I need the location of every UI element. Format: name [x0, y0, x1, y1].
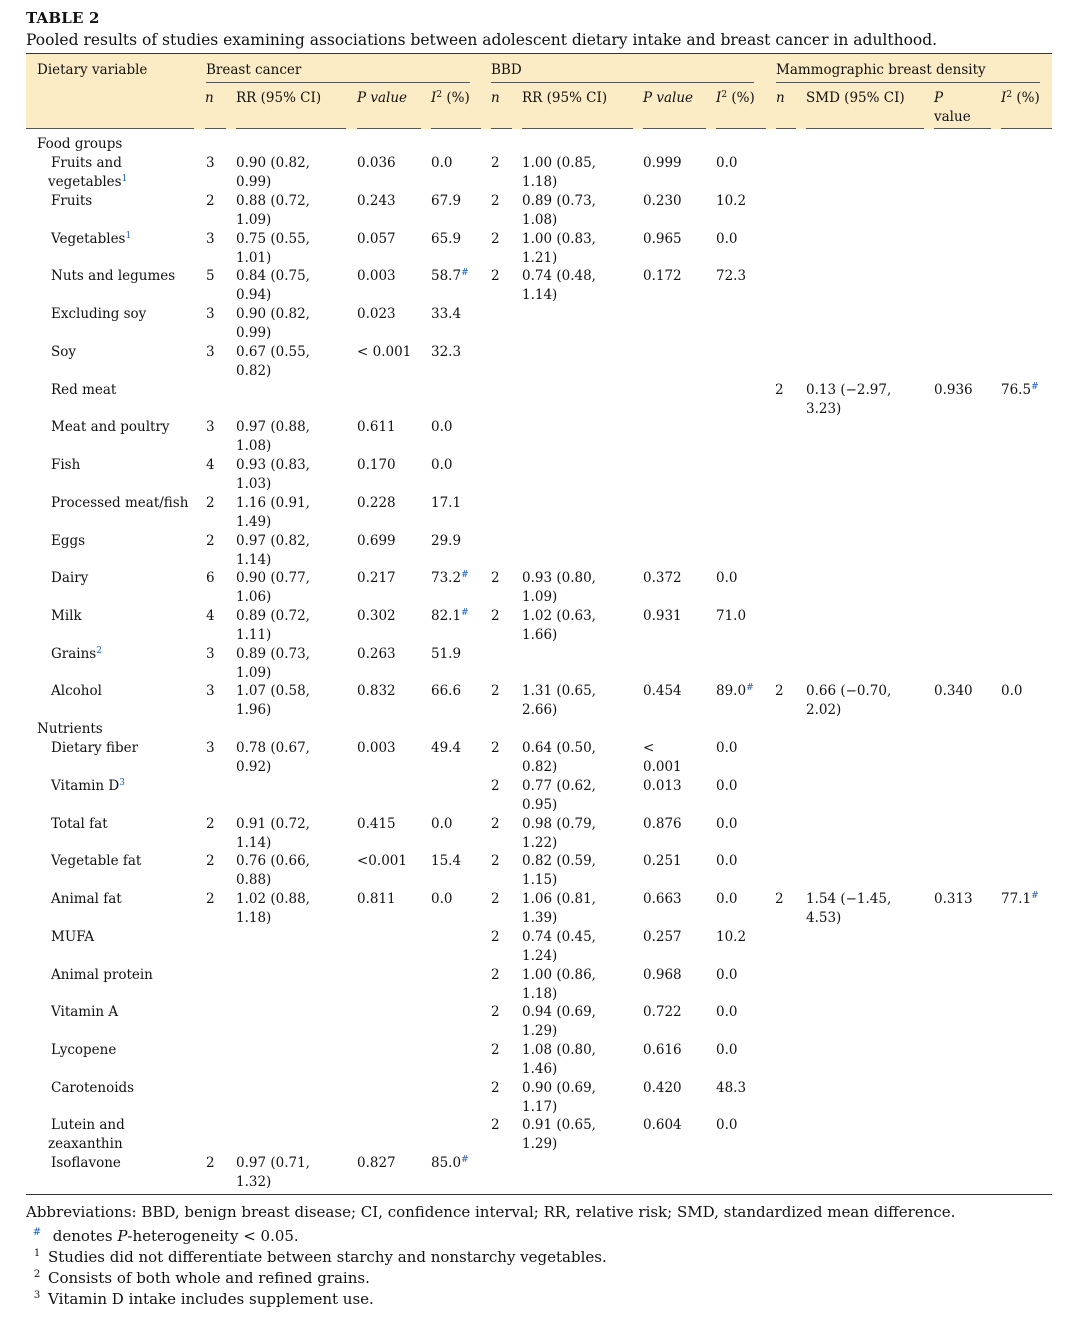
group-underline-bc — [206, 82, 470, 83]
cell-estimate: 1.00 (0.83, — [522, 231, 596, 247]
header-group-mbd: Mammographic breast density — [776, 62, 986, 78]
cell-p-value: 0.876 — [643, 816, 682, 832]
row-label: Milk — [51, 608, 82, 624]
cell-p-value: 0.230 — [643, 193, 682, 209]
row-label: Total fat — [51, 816, 108, 832]
cell-i2: 49.4 — [431, 740, 462, 756]
cell-n: 2 — [491, 193, 500, 209]
cell-i2: 0.0 — [431, 155, 453, 171]
cell-estimate: 2.02) — [806, 702, 842, 718]
cell-i2: 77.1# — [1001, 891, 1039, 907]
cell-estimate: 1.06 (0.81, — [522, 891, 596, 907]
cell-estimate: 0.91 (0.72, — [236, 816, 310, 832]
cell-p-value: 0.968 — [643, 967, 682, 983]
cell-estimate: 1.31 (0.65, — [522, 683, 596, 699]
abbreviations: Abbreviations: BBD, benign breast disease; CI, confidence interval; RR, relative risk; SMD, standardized mean difference. — [26, 1203, 956, 1221]
cell-i2: 0.0 — [716, 816, 738, 832]
row-label: Dietary fiber — [51, 740, 139, 756]
cell-estimate: 1.22) — [522, 835, 558, 851]
header-smd-mbd: SMD (95% CI) — [806, 90, 905, 106]
cell-estimate: 1.09) — [236, 212, 272, 228]
row-label: Red meat — [51, 382, 117, 398]
row-label: zeaxanthin — [48, 1136, 123, 1152]
cell-estimate: 0.77 (0.62, — [522, 778, 596, 794]
header-rr-bc: RR (95% CI) — [236, 90, 322, 106]
cell-p-value: 0.415 — [357, 816, 396, 832]
cell-i2: 0.0 — [716, 778, 738, 794]
cell-estimate: 0.76 (0.66, — [236, 853, 310, 869]
cell-estimate: 1.08) — [522, 212, 558, 228]
header-rule — [522, 128, 633, 129]
cell-estimate: 0.92) — [236, 759, 272, 775]
cell-estimate: 0.89 (0.72, — [236, 608, 310, 624]
cell-estimate: 1.18) — [522, 986, 558, 1002]
row-label: Grains$^2$ — [51, 646, 102, 662]
cell-estimate: 0.94) — [236, 287, 272, 303]
cell-i2: 85.0# — [431, 1155, 469, 1171]
cell-estimate: 0.98 (0.79, — [522, 816, 596, 832]
header-n-bc: n — [205, 90, 214, 106]
cell-estimate: 0.82) — [522, 759, 558, 775]
cell-estimate: 3.23) — [806, 401, 842, 417]
row-label: Fruits and — [51, 155, 122, 171]
header-i2-bc: $I^2$ (%) — [431, 90, 470, 106]
cell-p-value: 0.372 — [643, 570, 682, 586]
cell-estimate: 0.97 (0.71, — [236, 1155, 310, 1171]
cell-estimate: 0.95) — [522, 797, 558, 813]
cell-estimate: 1.01) — [236, 250, 272, 266]
cell-estimate: 1.24) — [522, 948, 558, 964]
cell-p-value: 0.832 — [357, 683, 396, 699]
cell-estimate: 0.90 (0.69, — [522, 1080, 596, 1096]
footnote-3: 3 Vitamin D intake includes supplement use. — [33, 1290, 374, 1308]
cell-estimate: 1.14) — [236, 552, 272, 568]
cell-p-value: 0.420 — [643, 1080, 682, 1096]
cell-i2: 71.0 — [716, 608, 747, 624]
cell-estimate: 1.96) — [236, 702, 272, 718]
cell-n: 3 — [206, 740, 215, 756]
cell-estimate: 4.53) — [806, 910, 842, 926]
cell-i2: 76.5# — [1001, 382, 1039, 398]
cell-i2: 15.4 — [431, 853, 462, 869]
cell-estimate: 1.17) — [522, 1099, 558, 1115]
row-label: Isoflavone — [51, 1155, 121, 1171]
header-pvalue-bbd: P value — [643, 90, 694, 106]
cell-estimate: 1.39) — [522, 910, 558, 926]
cell-p-value: 0.263 — [357, 646, 396, 662]
cell-estimate: 0.90 (0.77, — [236, 570, 310, 586]
row-label: Soy — [51, 344, 77, 360]
cell-p-value: 0.999 — [643, 155, 682, 171]
row-label: Alcohol — [51, 683, 102, 699]
table-caption: Pooled results of studies examining associations between adolescent dietary intake and breast cancer in adulthood. — [26, 31, 938, 49]
row-label: MUFA — [51, 929, 95, 945]
cell-n: 2 — [491, 1004, 500, 1020]
cell-n: 2 — [491, 155, 500, 171]
cell-estimate: 1.08 (0.80, — [522, 1042, 596, 1058]
cell-p-value: 0.243 — [357, 193, 396, 209]
cell-estimate: 0.89 (0.73, — [522, 193, 596, 209]
header-dietary-variable: Dietary variable — [37, 62, 148, 78]
cell-estimate: 0.94 (0.69, — [522, 1004, 596, 1020]
cell-p-value: 0.340 — [934, 683, 973, 699]
header-pvalue-bc: P value — [357, 90, 408, 106]
row-label: Eggs — [51, 533, 86, 549]
header-rule — [236, 128, 346, 129]
cell-p-value: 0.057 — [357, 231, 396, 247]
cell-p-value: 0.217 — [357, 570, 396, 586]
section-heading: Nutrients — [37, 721, 103, 737]
cell-i2: 10.2 — [716, 929, 747, 945]
cell-p-value: 0.931 — [643, 608, 682, 624]
cell-i2: 0.0 — [716, 1004, 738, 1020]
cell-estimate: 0.78 (0.67, — [236, 740, 310, 756]
cell-i2: 65.9 — [431, 231, 462, 247]
cell-n: 2 — [491, 268, 500, 284]
cell-n: 2 — [775, 382, 784, 398]
cell-p-value: 0.170 — [357, 457, 396, 473]
cell-i2: 0.0 — [431, 891, 453, 907]
header-p-mbd: P — [934, 90, 944, 106]
cell-p-value: <0.001 — [357, 853, 407, 869]
cell-n: 3 — [206, 231, 215, 247]
row-label: Carotenoids — [51, 1080, 135, 1096]
cell-estimate: 0.13 (−2.97, — [806, 382, 892, 398]
row-label: Animal fat — [51, 891, 122, 907]
cell-i2: 0.0 — [431, 457, 453, 473]
cell-p-value: 0.604 — [643, 1117, 682, 1133]
cell-n: 2 — [206, 1155, 215, 1171]
cell-estimate: 0.64 (0.50, — [522, 740, 596, 756]
cell-estimate: 0.74 (0.45, — [522, 929, 596, 945]
cell-p-value: 0.023 — [357, 306, 396, 322]
cell-estimate: 0.67 (0.55, — [236, 344, 310, 360]
row-label: Animal protein — [51, 967, 153, 983]
cell-estimate: 2.66) — [522, 702, 558, 718]
header-rule — [716, 128, 766, 129]
cell-i2: 66.6 — [431, 683, 462, 699]
header-group-breast-cancer: Breast cancer — [206, 62, 302, 78]
cell-estimate: 1.29) — [522, 1136, 558, 1152]
cell-estimate: 1.09) — [236, 665, 272, 681]
cell-p-value: 0.454 — [643, 683, 682, 699]
heterogeneity-mark: # — [1031, 382, 1039, 392]
cell-p-value: 0.001 — [643, 759, 682, 775]
cell-p-value: 0.611 — [357, 419, 396, 435]
cell-estimate: 0.89 (0.73, — [236, 646, 310, 662]
bottom-rule — [26, 1194, 1052, 1195]
cell-estimate: 1.29) — [522, 1023, 558, 1039]
cell-estimate: 0.88) — [236, 872, 272, 888]
cell-i2: 0.0 — [716, 1117, 738, 1133]
cell-n: 2 — [775, 683, 784, 699]
row-label: Dairy — [51, 570, 89, 586]
cell-i2: 0.0 — [431, 816, 453, 832]
cell-n: 2 — [491, 853, 500, 869]
cell-estimate: 0.90 (0.82, — [236, 155, 310, 171]
cell-n: 6 — [206, 570, 215, 586]
cell-i2: 82.1# — [431, 608, 469, 624]
cell-n: 4 — [206, 457, 215, 473]
row-label: Meat and poultry — [51, 419, 170, 435]
cell-i2: 0.0 — [716, 891, 738, 907]
cell-i2: 58.7# — [431, 268, 469, 284]
cell-n: 2 — [206, 853, 215, 869]
cell-estimate: 0.82 (0.59, — [522, 853, 596, 869]
cell-estimate: 1.06) — [236, 589, 272, 605]
footnote-hash: # denotes P-heterogeneity < 0.05. — [32, 1227, 299, 1245]
cell-estimate: 1.08) — [236, 438, 272, 454]
cell-estimate: 0.74 (0.48, — [522, 268, 596, 284]
cell-estimate: 1.49) — [236, 514, 272, 530]
row-label: Lutein and — [51, 1117, 125, 1133]
heterogeneity-mark: # — [1031, 891, 1039, 901]
cell-estimate: 1.00 (0.85, — [522, 155, 596, 171]
header-rule — [431, 128, 481, 129]
cell-n: 3 — [206, 646, 215, 662]
header-rule — [357, 128, 421, 129]
header-rule — [491, 128, 512, 129]
cell-p-value: 0.228 — [357, 495, 396, 511]
cell-n: 2 — [206, 891, 215, 907]
cell-estimate: 0.93 (0.83, — [236, 457, 310, 473]
cell-estimate: 1.02 (0.63, — [522, 608, 596, 624]
cell-estimate: 0.90 (0.82, — [236, 306, 310, 322]
cell-i2: 17.1 — [431, 495, 462, 511]
cell-i2: 0.0 — [716, 1042, 738, 1058]
cell-i2: 0.0 — [716, 740, 738, 756]
cell-i2: 67.9 — [431, 193, 462, 209]
cell-n: 2 — [491, 891, 500, 907]
row-label: Vitamin $D^3$ — [51, 778, 125, 794]
cell-estimate: 1.18) — [522, 174, 558, 190]
cell-p-value: < 0.001 — [357, 344, 412, 360]
cell-estimate: 0.91 (0.65, — [522, 1117, 596, 1133]
cell-p-value: 0.013 — [643, 778, 682, 794]
cell-estimate: 0.82) — [236, 363, 272, 379]
row-label: Lycopene — [51, 1042, 117, 1058]
cell-n: 5 — [206, 268, 215, 284]
cell-n: 2 — [491, 1042, 500, 1058]
cell-n: 2 — [491, 816, 500, 832]
cell-n: 3 — [206, 683, 215, 699]
row-label: Fish — [51, 457, 81, 473]
cell-n: 2 — [491, 967, 500, 983]
cell-estimate: 0.75 (0.55, — [236, 231, 310, 247]
cell-i2: 73.2# — [431, 570, 469, 586]
cell-p-value: 0.965 — [643, 231, 682, 247]
cell-p-value: 0.251 — [643, 853, 682, 869]
cell-n: 2 — [775, 891, 784, 907]
cell-n: 2 — [491, 778, 500, 794]
cell-n: 3 — [206, 344, 215, 360]
cell-p-value: 0.936 — [934, 382, 973, 398]
row-label: Vitamin A — [51, 1004, 119, 1020]
cell-estimate: 1.32) — [236, 1174, 272, 1190]
cell-n: 2 — [206, 495, 215, 511]
header-rr-bbd: RR (95% CI) — [522, 90, 608, 106]
cell-estimate: 0.97 (0.82, — [236, 533, 310, 549]
cell-p-value: 0.663 — [643, 891, 682, 907]
cell-estimate: 0.99) — [236, 174, 272, 190]
cell-estimate: 1.46) — [522, 1061, 558, 1077]
cell-n: 2 — [206, 816, 215, 832]
cell-n: 3 — [206, 306, 215, 322]
cell-p-value: 0.827 — [357, 1155, 396, 1171]
row-label: Vegetable fat — [51, 853, 142, 869]
header-group-bbd: BBD — [491, 62, 522, 78]
header-rule — [26, 128, 194, 129]
row-label: Vegetables$^1$ — [51, 231, 132, 247]
cell-p-value: 0.699 — [357, 533, 396, 549]
cell-estimate: 1.54 (−1.45, — [806, 891, 892, 907]
cell-p-value: 0.313 — [934, 891, 973, 907]
cell-p-value: 0.811 — [357, 891, 396, 907]
cell-i2: 89.0# — [716, 683, 754, 699]
cell-p-value: 0.172 — [643, 268, 682, 284]
cell-estimate: 1.14) — [522, 287, 558, 303]
cell-i2: 51.9 — [431, 646, 462, 662]
footnote-1: 1 Studies did not differentiate between starchy and nonstarchy vegetables. — [33, 1248, 607, 1266]
header-n-mbd: n — [776, 90, 785, 106]
cell-estimate: 0.66 (−0.70, — [806, 683, 892, 699]
header-i2-mbd: $I^2$ (%) — [1001, 90, 1040, 106]
heterogeneity-mark: # — [461, 268, 469, 278]
cell-i2: 0.0 — [1001, 683, 1023, 699]
cell-i2: 0.0 — [716, 967, 738, 983]
cell-p-value: 0.616 — [643, 1042, 682, 1058]
header-n-bbd: n — [491, 90, 500, 106]
cell-n: 2 — [491, 1117, 500, 1133]
cell-estimate: 1.16 (0.91, — [236, 495, 310, 511]
heterogeneity-mark: # — [461, 1155, 469, 1165]
header-rule — [205, 128, 226, 129]
cell-estimate: 1.02 (0.88, — [236, 891, 310, 907]
header-rule — [1001, 128, 1052, 129]
footnote-2: 2 Consists of both whole and refined grains. — [33, 1269, 370, 1287]
cell-p-value: < — [643, 740, 655, 756]
cell-estimate: 1.07 (0.58, — [236, 683, 310, 699]
cell-n: 4 — [206, 608, 215, 624]
cell-i2: 32.3 — [431, 344, 462, 360]
cell-estimate: 1.03) — [236, 476, 272, 492]
cell-i2: 10.2 — [716, 193, 747, 209]
cell-i2: 33.4 — [431, 306, 462, 322]
cell-n: 2 — [491, 683, 500, 699]
row-label: vegetables$^1$ — [48, 174, 128, 190]
cell-n: 2 — [206, 193, 215, 209]
cell-p-value: 0.003 — [357, 268, 396, 284]
cell-estimate: 0.97 (0.88, — [236, 419, 310, 435]
cell-estimate: 0.93 (0.80, — [522, 570, 596, 586]
cell-estimate: 1.15) — [522, 872, 558, 888]
heterogeneity-mark: # — [746, 683, 754, 693]
cell-n: 2 — [491, 608, 500, 624]
cell-i2: 0.0 — [716, 853, 738, 869]
cell-estimate: 1.14) — [236, 835, 272, 851]
cell-n: 2 — [491, 570, 500, 586]
cell-n: 2 — [491, 929, 500, 945]
cell-i2: 0.0 — [716, 155, 738, 171]
cell-estimate: 1.11) — [236, 627, 272, 643]
header-i2-bbd: $I^2$ (%) — [716, 90, 755, 106]
group-underline-mbd — [776, 82, 1040, 83]
table-label: TABLE 2 — [26, 9, 100, 27]
header-value-mbd: value — [934, 109, 971, 125]
cell-i2: 0.0 — [431, 419, 453, 435]
cell-estimate: 0.84 (0.75, — [236, 268, 310, 284]
cell-p-value: 0.302 — [357, 608, 396, 624]
group-underline-bbd — [491, 82, 754, 83]
cell-p-value: 0.036 — [357, 155, 396, 171]
cell-i2: 0.0 — [716, 231, 738, 247]
row-label: Nuts and legumes — [51, 268, 176, 284]
cell-n: 2 — [206, 533, 215, 549]
cell-estimate: 0.99) — [236, 325, 272, 341]
section-heading: Food groups — [37, 136, 123, 152]
cell-i2: 48.3 — [716, 1080, 747, 1096]
cell-estimate: 1.66) — [522, 627, 558, 643]
cell-n: 3 — [206, 155, 215, 171]
header-rule — [806, 128, 924, 129]
header-rule — [776, 128, 796, 129]
heterogeneity-mark: # — [461, 570, 469, 580]
header-rule — [643, 128, 706, 129]
cell-p-value: 0.722 — [643, 1004, 682, 1020]
header-rule — [934, 128, 991, 129]
cell-n: 2 — [491, 1080, 500, 1096]
row-label: Processed meat/fish — [51, 495, 189, 511]
cell-p-value: 0.257 — [643, 929, 682, 945]
row-label: Fruits — [51, 193, 93, 209]
cell-estimate: 1.00 (0.86, — [522, 967, 596, 983]
cell-p-value: 0.003 — [357, 740, 396, 756]
heterogeneity-mark: # — [461, 608, 469, 618]
cell-i2: 0.0 — [716, 570, 738, 586]
cell-i2: 29.9 — [431, 533, 462, 549]
row-label: Excluding soy — [51, 306, 147, 322]
cell-n: 2 — [491, 231, 500, 247]
cell-estimate: 1.09) — [522, 589, 558, 605]
cell-i2: 72.3 — [716, 268, 747, 284]
cell-estimate: 1.18) — [236, 910, 272, 926]
cell-n: 3 — [206, 419, 215, 435]
cell-n: 2 — [491, 740, 500, 756]
cell-estimate: 1.21) — [522, 250, 558, 266]
cell-estimate: 0.88 (0.72, — [236, 193, 310, 209]
